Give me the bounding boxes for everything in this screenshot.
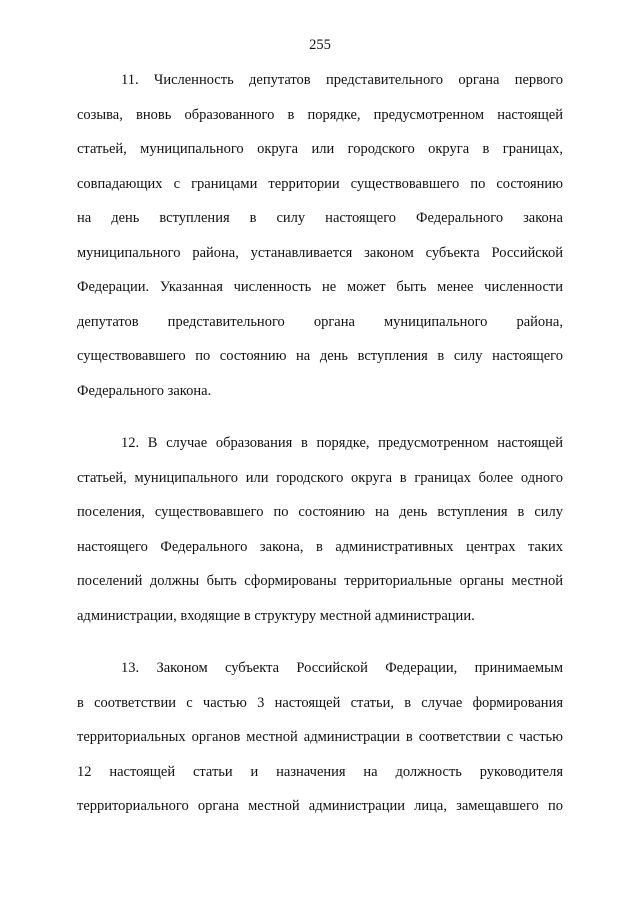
text-line: Федерации. Указанная численность не может быть менее численности bbox=[77, 279, 563, 295]
text-line: 11. Численность депутатов представительного органа первого bbox=[121, 72, 563, 88]
text-line: в соответствии с частью 3 настоящей статьи, в случае формирования bbox=[77, 694, 563, 711]
text-line: территориального органа местной администрации лица, замещавшего по bbox=[77, 798, 563, 814]
text-line: депутатов представительного органа муниципального района, bbox=[77, 313, 563, 330]
text-line: существовавшего по состоянию на день вступления в силу настоящего bbox=[77, 348, 563, 364]
text-line: муниципального района, устанавливается законом субъекта Российской bbox=[77, 244, 563, 261]
page-number: 255 bbox=[309, 37, 331, 53]
text-line: статьей, муниципального или городского округа в границах более одного bbox=[77, 469, 563, 486]
paragraph-12 bbox=[77, 433, 563, 640]
document-body bbox=[77, 70, 563, 831]
text-line: территориальных органов местной администрации в соответствии с частью bbox=[77, 729, 563, 745]
text-line: на день вступления в силу настоящего Федерального закона bbox=[77, 210, 563, 226]
text-line: 12. В случае образования в порядке, предусмотренном настоящей bbox=[121, 435, 563, 451]
paragraph-11 bbox=[77, 70, 563, 415]
paragraph-13 bbox=[77, 658, 563, 831]
text-line: поселений должны быть сформированы территориальные органы местной bbox=[77, 573, 563, 589]
text-line: 13. Законом субъекта Российской Федерации, принимаемым bbox=[121, 660, 563, 676]
text-line: совпадающих с границами территории существовавшего по состоянию bbox=[77, 175, 563, 192]
text-line: Федерального закона. bbox=[77, 382, 212, 399]
text-line: администрации, входящие в структуру местной администрации. bbox=[77, 607, 475, 624]
text-line: созыва, вновь образованного в порядке, предусмотренном настоящей bbox=[77, 106, 563, 123]
text-line: статьей, муниципального округа или городского округа в границах, bbox=[77, 141, 563, 157]
text-line: поселения, существовавшего по состоянию на день вступления в силу bbox=[77, 504, 563, 520]
text-line: настоящего Федерального закона, в административных центрах таких bbox=[77, 538, 563, 555]
text-line: 12 настоящей статьи и назначения на должность руководителя bbox=[77, 763, 563, 780]
